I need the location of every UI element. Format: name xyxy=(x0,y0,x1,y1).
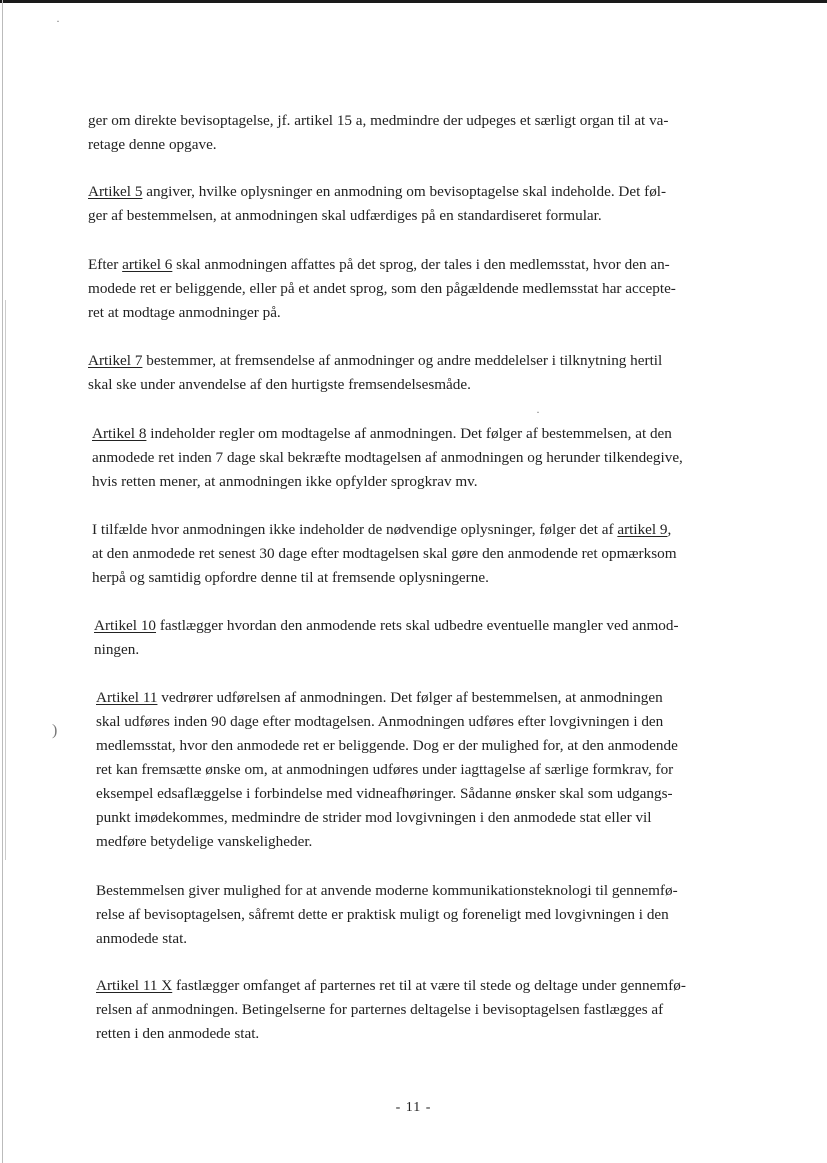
paragraph-line: retage denne opgave. xyxy=(88,136,217,153)
paragraph-line: bestemmer, at fremsendelse af anmodninger og andre meddelelser i tilknytning hertil xyxy=(142,352,663,369)
article-reference: artikel 6 xyxy=(122,256,173,273)
article-reference: Artikel 11 xyxy=(96,689,158,706)
scan-border-left-inner xyxy=(5,300,6,860)
paragraph-line: fastlægger hvordan den anmodende rets skal udbedre eventuelle mangler ved anmod- xyxy=(156,617,679,634)
paragraph-line: at den anmodede ret senest 30 dage efter modtagelsen skal gøre den anmodende ret opmærksom xyxy=(92,545,677,562)
paragraph-line: retten i den anmodede stat. xyxy=(96,1025,260,1042)
scan-border-top xyxy=(0,0,827,3)
page-number: - 11 - xyxy=(395,1100,432,1115)
paragraph-9 xyxy=(96,879,752,951)
paragraph-line: medføre betydelige vanskeligheder. xyxy=(96,833,313,850)
scan-speck: ) xyxy=(52,722,58,739)
paragraph-prefix: Efter xyxy=(88,256,123,273)
paragraph-line: I tilfælde hvor anmodningen ikke indeholder de nødvendige oplysninger, følger det af xyxy=(92,521,618,538)
paragraph-line: relsen af anmodningen. Betingelserne for parternes deltagelse i bevisoptagelsen fastlægges af xyxy=(96,1001,664,1018)
paragraph-line: ningen. xyxy=(94,641,140,658)
paragraph-line: ger om direkte bevisoptagelse, jf. artikel 15 a, medmindre der udpeges et særligt organ til at va- xyxy=(88,112,669,129)
paragraph-3 xyxy=(88,253,752,325)
paragraph-line: medlemsstat, hvor den anmodede ret er beliggende. Dog er der mulighed for, at den anmodende xyxy=(96,737,678,754)
paragraph-line: anmodede stat. xyxy=(96,930,188,947)
scan-speck: · xyxy=(536,405,540,419)
paragraph-line: angiver, hvilke oplysninger en anmodning om bevisoptagelse skal indeholde. Det føl- xyxy=(142,183,667,200)
paragraph-line: indeholder regler om modtagelse af anmodningen. Det følger af bestemmelsen, at den xyxy=(146,425,672,442)
paragraph-line: anmodede ret inden 7 dage skal bekræfte modtagelsen af anmodningen og herunder tilkendegive, xyxy=(92,449,683,466)
paragraph-line: skal ske under anvendelse af den hurtigste fremsendelsesmåde. xyxy=(88,376,471,393)
paragraph-line: relse af bevisoptagelsen, såfremt dette er praktisk muligt og foreneligt med lovgivningen i den xyxy=(96,906,669,923)
paragraph-6 xyxy=(92,518,756,590)
paragraph-line: Bestemmelsen giver mulighed for at anvende moderne kommunikationsteknologi til gennemfø- xyxy=(96,882,678,899)
paragraph-line: fastlægger omfanget af parternes ret til at være til stede og deltage under gennemfø- xyxy=(172,977,686,994)
paragraph-line: ger af bestemmelsen, at anmodningen skal udfærdiges på en standardiseret formular. xyxy=(88,207,602,224)
paragraph-1 xyxy=(88,109,752,157)
article-reference: Artikel 11 X xyxy=(96,977,173,994)
paragraph-line: hvis retten mener, at anmodningen ikke opfylder sprogkrav mv. xyxy=(92,473,478,490)
paragraph-line: herpå og samtidig opfordre denne til at fremsende oplysningerne. xyxy=(92,569,489,586)
paragraph-line: ret kan fremsætte ønske om, at anmodningen udføres under iagttagelse af særlige formkrav, for xyxy=(96,761,674,778)
paragraph-5 xyxy=(92,422,756,494)
article-reference: artikel 9 xyxy=(617,521,668,538)
article-reference: Artikel 5 xyxy=(88,183,143,200)
article-reference: Artikel 10 xyxy=(94,617,157,634)
paragraph-line: modede ret er beliggende, eller på et andet sprog, som den pågældende medlemsstat har accepte- xyxy=(88,280,676,297)
paragraph-10 xyxy=(96,974,752,1046)
paragraph-line: vedrører udførelsen af anmodningen. Det følger af bestemmelsen, at anmodningen xyxy=(157,689,663,706)
scan-border-left xyxy=(2,0,3,1163)
scan-speck: · xyxy=(56,14,60,28)
paragraph-2 xyxy=(88,180,752,228)
paragraph-line: skal udføres inden 90 dage efter modtagelsen. Anmodningen udføres efter lovgivningen i den xyxy=(96,713,664,730)
paragraph-line: punkt imødekommes, medmindre de strider mod lovgivningen i den anmodede stat eller vil xyxy=(96,809,652,826)
paragraph-line: ret at modtage anmodninger på. xyxy=(88,304,281,321)
paragraph-8 xyxy=(96,686,752,854)
article-reference: Artikel 7 xyxy=(88,352,143,369)
paragraph-7 xyxy=(94,614,758,662)
article-reference: Artikel 8 xyxy=(92,425,147,442)
paragraph-line: , xyxy=(667,521,672,538)
paragraph-line: eksempel edsaflæggelse i forbindelse med vidneafhøringer. Sådanne ønsker skal som udgangs- xyxy=(96,785,673,802)
paragraph-line: skal anmodningen affattes på det sprog, der tales i den medlemsstat, hvor den an- xyxy=(172,256,670,273)
paragraph-4 xyxy=(88,349,752,397)
